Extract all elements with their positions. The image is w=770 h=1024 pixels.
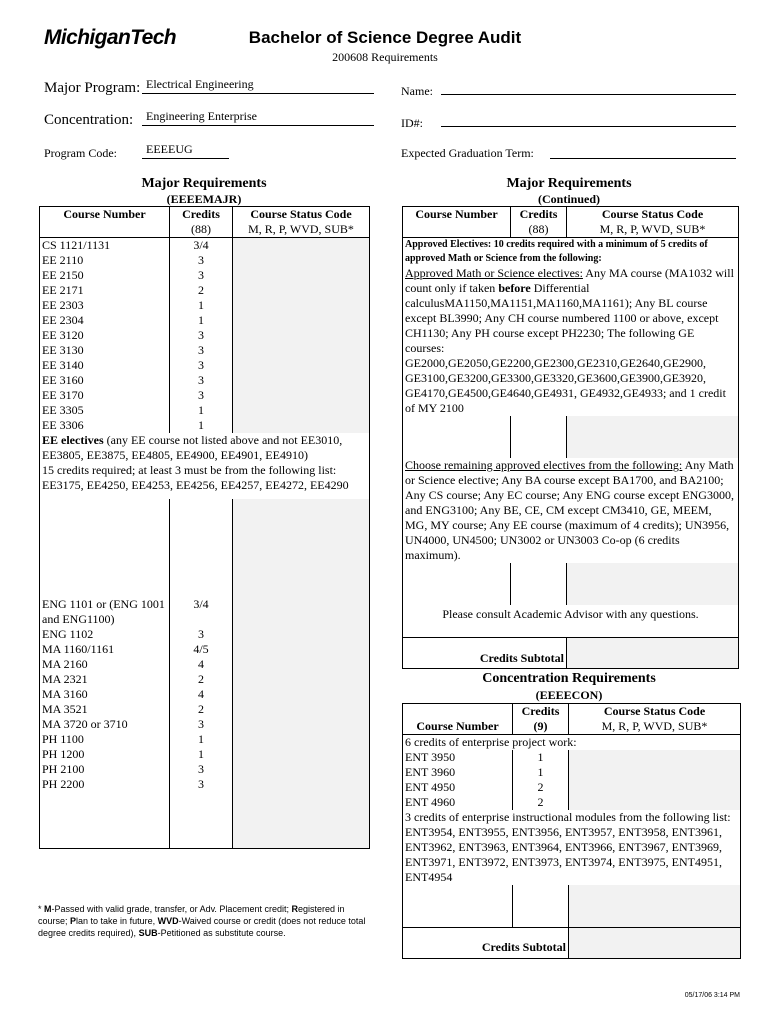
blank-row [40, 820, 370, 834]
status-cell[interactable] [233, 253, 370, 268]
print-timestamp: 05/17/06 3:14 PM [684, 992, 740, 999]
page-subtitle: 200608 Requirements [332, 50, 438, 64]
table-row: MA 2321 2 [40, 672, 370, 687]
table-row: EE 3160 3 [40, 373, 370, 388]
table-row: EE 3130 3 [40, 343, 370, 358]
status-cell[interactable] [233, 541, 370, 555]
blank-row [40, 834, 370, 849]
status-cell[interactable] [233, 373, 370, 388]
ee-electives-text: EE electives (any EE course not listed above and not EE3010, EE3805, EE3875, EE4805, EE4900, EE4901, EE4910) 15 credits required; at least 3 must be from the following list: EE3175, EE4250, EE4253, EE4256, EE4257, EE4272, EE4290 [40, 433, 370, 499]
major-program-field[interactable] [142, 75, 374, 94]
status-cell[interactable] [233, 834, 370, 849]
blank-row [403, 430, 739, 444]
table-row: CS 1121/1131 3/4 [40, 238, 370, 254]
status-cell[interactable] [569, 899, 741, 913]
blank-row [403, 591, 739, 605]
status-cell[interactable] [233, 527, 370, 541]
blank-row [40, 555, 370, 569]
status-cell[interactable] [567, 444, 739, 458]
status-cell[interactable] [233, 268, 370, 283]
table-row: EE 2110 3 [40, 253, 370, 268]
blank-row [40, 792, 370, 806]
blank-row [403, 416, 739, 430]
status-cell[interactable] [233, 583, 370, 597]
status-cell[interactable] [233, 403, 370, 418]
table-row: MA 1160/1161 4/5 [40, 642, 370, 657]
status-cell[interactable] [233, 820, 370, 834]
page-title: Bachelor of Science Degree Audit [248, 28, 522, 47]
table-row: EE 3120 3 [40, 328, 370, 343]
status-cell[interactable] [567, 591, 739, 605]
approved-electives-text: Approved Electives: 10 credits required with a minimum of 5 credits of approved Math or Science from the following: Approved Math or Science electives: Any MA course (MA1032 will count only if taken before Differential calculusMA1150,MA1151,MA1160,MA1161); Any BL course except BL3990; Any CH course numbered 1100 or above, except CH1130; Any PH course except PH2230; The following GE courses: GE2000,GE2050,GE2200,GE2300,GE2310,GE2640,GE2900, GE3100,GE3200,GE3300,GE3320,GE3600,GE3900,GE3920, GE4170,GE4500,GE4640,GE4931, GE4932,GE4933; and 1 credit of MY 2100 [403, 238, 739, 417]
status-cell[interactable] [233, 418, 370, 433]
major-continued-code: (Continued) [537, 192, 600, 206]
subtotal-row [403, 638, 739, 669]
table-row: MA 3160 4 [40, 687, 370, 702]
note-row: 6 credits of enterprise project work: [403, 735, 741, 751]
grad-term-label: Expected Graduation Term: [401, 146, 534, 160]
blank-row [40, 513, 370, 527]
table-row: MA 2160 4 [40, 657, 370, 672]
note-row [403, 810, 741, 885]
michigan-tech-logo: MichiganTech [44, 26, 177, 49]
program-code-value: EEEEUG [146, 142, 193, 156]
table-row: EE 3140 3 [40, 358, 370, 373]
program-code-label: Program Code: [44, 146, 117, 160]
consult-row [403, 605, 739, 638]
blank-row [403, 885, 741, 899]
table-row: EE 3305 1 [40, 403, 370, 418]
status-cell[interactable] [567, 430, 739, 444]
blank-row [40, 569, 370, 583]
col-credits: Credits (88) [170, 207, 233, 238]
table-row: ENG 1102 3 [40, 627, 370, 642]
table-row: ENT 4960 2 [403, 795, 741, 810]
credits-subtotal-cell[interactable] [567, 638, 739, 669]
status-cell[interactable] [567, 577, 739, 591]
consult-advisor-text: Please consult Academic Advisor with any questions. [403, 605, 739, 638]
status-cell[interactable] [233, 388, 370, 403]
name-field[interactable] [441, 76, 736, 95]
status-cell[interactable] [233, 627, 370, 642]
blank-row [403, 913, 741, 928]
table-row: PH 2200 3 [40, 777, 370, 792]
table-row: EE 3170 3 [40, 388, 370, 403]
name-label: Name: [401, 84, 433, 98]
status-cell[interactable] [233, 328, 370, 343]
status-cell[interactable] [233, 717, 370, 732]
status-cell[interactable] [569, 780, 741, 795]
status-cell[interactable] [233, 569, 370, 583]
status-cell[interactable] [233, 499, 370, 513]
approved-electives-row [403, 238, 739, 417]
concentration-requirements-title: Concentration Requirements [482, 671, 656, 686]
table-row: PH 1100 1 [40, 732, 370, 747]
major-continued-table [402, 206, 739, 669]
col-status: Course Status Code M, R, P, WVD, SUB* [567, 207, 739, 238]
blank-row [403, 899, 741, 913]
subtotal-row [403, 928, 741, 959]
table-row: ENT 3950 1 [403, 750, 741, 765]
status-cell[interactable] [233, 555, 370, 569]
grad-term-field[interactable] [550, 140, 736, 159]
table-row: EE 2303 1 [40, 298, 370, 313]
status-cell[interactable] [233, 762, 370, 777]
status-cell[interactable] [567, 416, 739, 430]
blank-row [403, 444, 739, 458]
blank-row [40, 499, 370, 513]
status-cell[interactable] [233, 702, 370, 717]
concentration-value: Engineering Enterprise [146, 109, 257, 123]
blank-row [40, 806, 370, 820]
status-cell[interactable] [233, 343, 370, 358]
status-cell[interactable] [233, 283, 370, 298]
table-row: EE 3306 1 [40, 418, 370, 433]
status-cell[interactable] [569, 750, 741, 765]
blank-row [403, 577, 739, 591]
status-cell[interactable] [233, 672, 370, 687]
status-cell[interactable] [567, 563, 739, 577]
status-cell[interactable] [233, 777, 370, 792]
id-field[interactable] [441, 108, 736, 127]
concentration-field[interactable] [142, 107, 374, 126]
blank-row [403, 563, 739, 577]
module-list-text: 3 credits of enterprise instructional modules from the following list: ENT3954, ENT3955, ENT3956, ENT3957, ENT3958, ENT3961, ENT3962, ENT3963, ENT3964, ENT3966, ENT3967, ENT3969, ENT3971, ENT3972, ENT3973, ENT3974, ENT3975, ENT4951, ENT4954 [403, 810, 741, 885]
status-cell[interactable] [233, 513, 370, 527]
table-row: MA 3720 or 3710 3 [40, 717, 370, 732]
concentration-table [402, 703, 741, 959]
blank-row [40, 583, 370, 597]
table-row: MA 3521 2 [40, 702, 370, 717]
col-status: Course Status Code M, R, P, WVD, SUB* [233, 207, 370, 238]
status-cell[interactable] [233, 732, 370, 747]
col-course-number: Course Number [403, 704, 513, 735]
status-cell[interactable] [233, 298, 370, 313]
table-row: ENT 3960 1 [403, 765, 741, 780]
table-row: EE 2150 3 [40, 268, 370, 283]
table-row: PH 2100 3 [40, 762, 370, 777]
remaining-electives-text: Choose remaining approved electives from the following: Any Math or Science elective; Any BA course except BA1700, and BA2100; Any CS course; Any EC course; Any ENG course except ENG3000, and ENG3100; Any BE, CE, CM except CM3410, GE, MEEM, MG, MY course; Any EE course (maximum of 4 credits); UN3956, UN4000, UN4500; UN3002 or UN3003 Co-op (6 credits maximum). [403, 458, 739, 563]
major-requirements-code: (EEEEMAJR) [166, 192, 242, 206]
status-cell[interactable] [233, 687, 370, 702]
major-requirements-table [39, 206, 370, 849]
status-cell[interactable] [233, 792, 370, 806]
status-cell[interactable] [233, 238, 370, 254]
status-cell[interactable] [233, 358, 370, 373]
status-cell[interactable] [569, 765, 741, 780]
blank-row [40, 541, 370, 555]
remaining-electives-row [403, 458, 739, 563]
status-cell[interactable] [569, 795, 741, 810]
concentration-label: Concentration: [44, 112, 134, 128]
table-row: EE 2304 1 [40, 313, 370, 328]
major-program-label: Major Program: [44, 80, 141, 96]
major-requirements-title: Major Requirements [141, 176, 267, 191]
blank-row [40, 527, 370, 541]
status-cell[interactable] [569, 913, 741, 928]
col-credits: Credits (88) [511, 207, 567, 238]
credits-subtotal-label: Credits Subtotal [403, 638, 567, 669]
ee-electives-row [40, 433, 370, 499]
concentration-requirements-code: (EEEECON) [535, 688, 603, 702]
major-continued-title: Major Requirements [506, 176, 632, 191]
credits-subtotal-cell[interactable] [569, 928, 741, 959]
status-cell[interactable] [233, 313, 370, 328]
status-cell[interactable] [233, 657, 370, 672]
status-cell[interactable] [569, 885, 741, 899]
status-cell[interactable] [233, 597, 370, 627]
col-course-number: Course Number [403, 207, 511, 238]
status-cell[interactable] [233, 806, 370, 820]
table-row: ENT 4950 2 [403, 780, 741, 795]
id-label: ID#: [401, 116, 423, 130]
col-status: Course Status Code M, R, P, WVD, SUB* [569, 704, 741, 735]
program-code-field[interactable] [142, 140, 229, 159]
credits-subtotal-label: Credits Subtotal [403, 928, 569, 959]
table-row: EE 2171 2 [40, 283, 370, 298]
status-cell[interactable] [233, 642, 370, 657]
status-code-footnote: * M-Passed with valid grade, transfer, or Adv. Placement credit; Registered in course; Plan to take in future, WVD-Waived course or credit (does not reduce total degree credits required), SUB-Petitioned as substitute course. [38, 904, 366, 938]
col-course-number: Course Number [40, 207, 170, 238]
status-cell[interactable] [233, 747, 370, 762]
col-credits: Credits (9) [513, 704, 569, 735]
table-row: PH 1200 1 [40, 747, 370, 762]
table-row: ENG 1101 or (ENG 1001 and ENG1100) 3/4 [40, 597, 370, 627]
major-program-value: Electrical Engineering [146, 77, 254, 91]
